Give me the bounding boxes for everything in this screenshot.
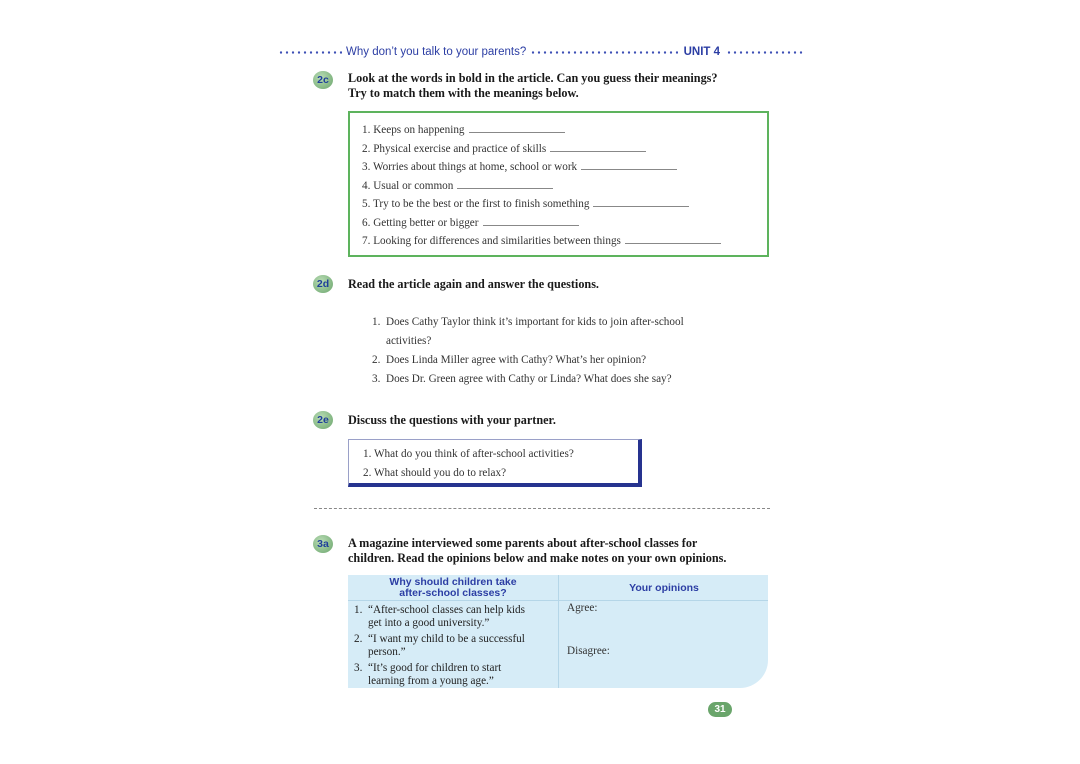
match-item-text: 2. Physical exercise and practice of skills <box>362 142 547 155</box>
your-opinions-column <box>558 575 768 688</box>
answer-blank[interactable] <box>457 179 553 189</box>
opinions-header-line1: Why should children take <box>389 576 517 588</box>
match-item <box>362 177 755 196</box>
header-dots-left <box>278 51 342 54</box>
match-item-text: 3. Worries about things at home, school or work <box>362 161 578 173</box>
match-item-text: 7. Looking for differences and similarities between things <box>362 235 621 247</box>
question-item <box>372 313 762 351</box>
match-item-text: 1. Keeps on happening <box>362 124 465 136</box>
discussion-box <box>348 439 642 487</box>
section-divider <box>314 508 770 509</box>
opinion-item <box>354 633 554 659</box>
opinions-table <box>348 575 768 688</box>
section-badge-2d: 2d <box>313 275 333 293</box>
opinion-line1: “After-school classes can help kids <box>368 604 525 616</box>
match-item-text: 4. Usual or common <box>362 179 454 192</box>
opinion-line2: learning from a young age.” <box>368 675 494 687</box>
section-badge-2c: 2c <box>313 71 333 89</box>
opinion-item <box>354 662 554 688</box>
question-text-line1: Does Cathy Taylor think it’s important for kids to join after-school <box>386 316 684 328</box>
header-dots-right <box>726 51 804 54</box>
match-item <box>362 195 755 214</box>
answer-blank[interactable] <box>550 142 646 152</box>
instruction-3a <box>348 536 726 566</box>
question-text-line1: Does Linda Miller agree with Cathy? What’s her opinion? <box>386 354 647 366</box>
agree-label: Agree: <box>567 602 598 614</box>
opinions-column-header <box>348 577 558 599</box>
match-item <box>362 121 755 140</box>
instruction-3a-line1: A magazine interviewed some parents about after-school classes for <box>348 536 698 550</box>
header-title: Why don’t you talk to your parents? <box>346 46 527 58</box>
match-item-text: 5. Try to be the best or the first to finish something <box>362 198 590 210</box>
instruction-2c-line2: Try to match them with the meanings below. <box>348 86 579 100</box>
answer-blank[interactable] <box>593 197 689 207</box>
disagree-label: Disagree: <box>567 645 610 657</box>
question-item <box>372 351 762 370</box>
page-number: 31 <box>708 702 732 717</box>
match-item <box>362 158 755 177</box>
opinions-column <box>348 575 558 688</box>
answer-blank[interactable] <box>625 234 721 244</box>
question-text-line1: Does Dr. Green agree with Cathy or Linda? What does she say? <box>386 373 672 385</box>
opinion-number: 2. <box>354 633 363 645</box>
your-opinions-header: Your opinions <box>629 582 699 594</box>
header-unit: UNIT 4 <box>683 46 720 58</box>
question-number: 2. <box>372 354 381 366</box>
opinion-number: 1. <box>354 604 363 616</box>
questions-2d <box>372 313 762 389</box>
matching-box <box>348 111 769 257</box>
opinion-line2: get into a good university.” <box>368 617 490 629</box>
match-item <box>362 214 755 233</box>
section-badge-2e: 2e <box>313 411 333 429</box>
match-item <box>362 140 755 159</box>
question-number: 3. <box>372 373 381 385</box>
instruction-2c <box>348 71 718 101</box>
question-item <box>372 370 762 389</box>
opinion-number: 3. <box>354 662 363 674</box>
answer-blank[interactable] <box>469 123 565 133</box>
table-header-divider <box>348 600 768 601</box>
instruction-2e: Discuss the questions with your partner. <box>348 413 556 427</box>
instruction-2c-line1: Look at the words in bold in the article. Can you guess their meanings? <box>348 71 718 85</box>
header-dots-middle <box>530 51 677 54</box>
match-item <box>362 232 755 251</box>
instruction-3a-line2: children. Read the opinions below and make notes on your own opinions. <box>348 551 727 565</box>
discussion-question: 1. What do you think of after-school activities? <box>363 448 574 460</box>
question-text <box>386 313 684 351</box>
answer-blank[interactable] <box>581 160 677 170</box>
answer-blank[interactable] <box>483 216 579 226</box>
running-header <box>278 44 804 60</box>
opinions-header-line2: after-school classes? <box>399 587 507 599</box>
section-badge-3a: 3a <box>313 535 333 553</box>
opinion-line1: “I want my child to be a successful <box>368 633 525 645</box>
question-text-line2: activities? <box>386 335 432 347</box>
discussion-question: 2. What should you do to relax? <box>363 467 507 479</box>
question-number: 1. <box>372 316 381 328</box>
opinion-item <box>354 604 554 630</box>
opinion-line1: “It’s good for children to start <box>368 662 502 674</box>
match-item-text: 6. Getting better or bigger <box>362 216 479 229</box>
opinion-line2: person.” <box>368 646 406 658</box>
instruction-2d: Read the article again and answer the questions. <box>348 277 599 291</box>
